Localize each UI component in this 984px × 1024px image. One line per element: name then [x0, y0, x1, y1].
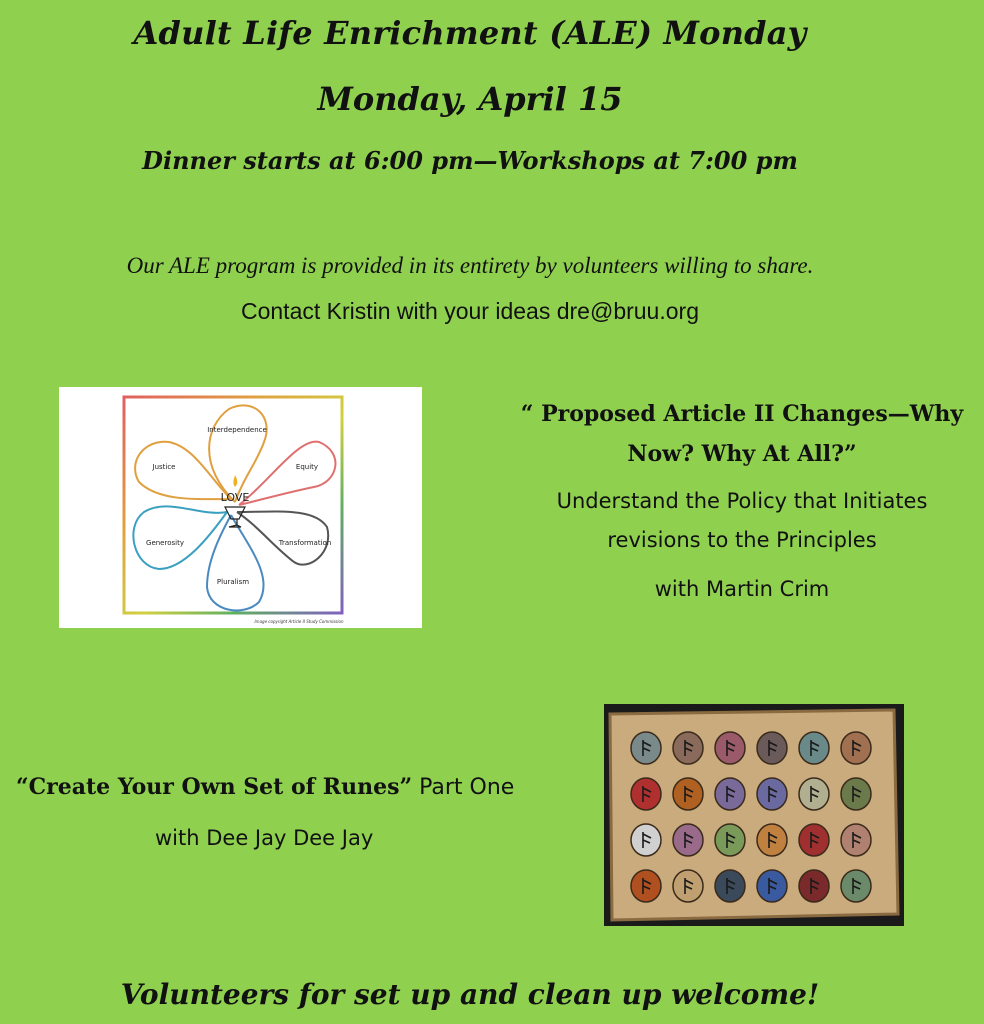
contact-line: Contact Kristin with your ideas dre@bruu.org [240, 298, 699, 324]
image-credit: Image copyright Article II Study Commission [254, 619, 344, 624]
workshop-2-part: Part One [419, 775, 515, 800]
rune-stone [757, 732, 787, 764]
petal-label: Equity [295, 463, 319, 471]
rune-stone [841, 778, 871, 810]
footer-note: Volunteers for set up and clean up welcome! [120, 978, 820, 1011]
rune-stone [841, 824, 871, 856]
petal-label: Generosity [146, 539, 184, 547]
rune-stone [715, 778, 745, 810]
rune-stone [757, 870, 787, 902]
petal-label: Transformation [278, 539, 332, 547]
workshop-2-heading [16, 774, 514, 800]
rune-stone [715, 824, 745, 856]
workshop-1-title-line2: Now? Why At All?” [627, 441, 857, 467]
rune-stone [841, 732, 871, 764]
workshop-1-presenter: with Martin Crim [654, 577, 830, 601]
event-date: Monday, April 15 [317, 80, 623, 118]
workshop-2-presenter: with Dee Jay Dee Jay [155, 826, 374, 850]
rune-stone [673, 778, 703, 810]
workshop-1-desc-line2: revisions to the Principles [607, 528, 877, 552]
article-ii-diagram [59, 387, 422, 628]
rune-stone [799, 824, 829, 856]
chalice-icon [225, 507, 245, 527]
rune-stone [631, 870, 661, 902]
rune-stone [631, 824, 661, 856]
event-times: Dinner starts at 6:00 pm—Workshops at 7:00 pm [142, 146, 798, 175]
rune-stone [799, 870, 829, 902]
petal-label: Pluralism [216, 578, 250, 586]
rune-stone [631, 732, 661, 764]
rune-stone [799, 778, 829, 810]
center-label: LOVE [220, 491, 250, 504]
rune-stone [715, 870, 745, 902]
workshop-1-title-line1: “ Proposed Article II Changes—Why [520, 401, 964, 427]
petal-label: Interdependence [207, 426, 267, 434]
rune-stone [673, 732, 703, 764]
rune-stone [799, 732, 829, 764]
runes-image [604, 704, 904, 926]
flame-icon [233, 475, 237, 487]
rune-stone [757, 778, 787, 810]
petal-label: Justice [152, 463, 176, 471]
rune-stone [673, 870, 703, 902]
workshop-1 [500, 394, 984, 609]
program-intro: Our ALE program is provided in its entirety by volunteers willing to share. [126, 253, 814, 278]
page-title: Adult Life Enrichment (ALE) Monday [133, 14, 807, 52]
rune-stone [631, 778, 661, 810]
rune-stone [841, 870, 871, 902]
rune-stone [757, 824, 787, 856]
rune-stone [673, 824, 703, 856]
rune-stone [715, 732, 745, 764]
workshop-2-title: “Create Your Own Set of Runes” [16, 774, 413, 800]
workshop-1-desc-line1: Understand the Policy that Initiates [556, 489, 928, 513]
